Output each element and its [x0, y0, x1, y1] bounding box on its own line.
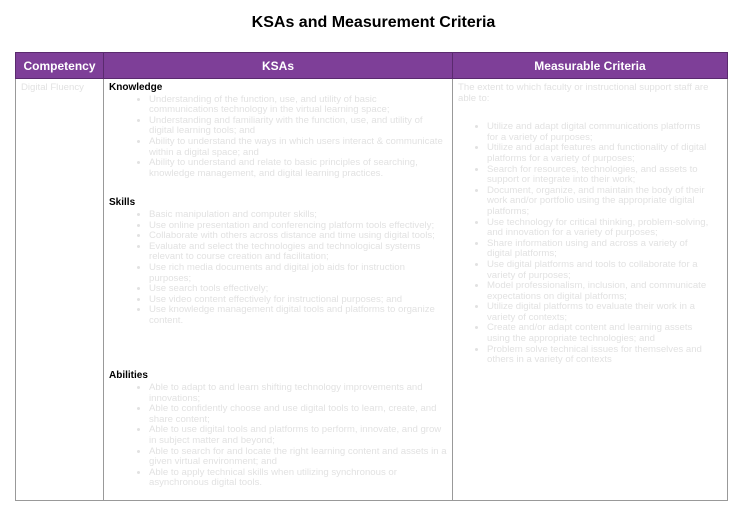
list-item: • Able to adapt to and learn shifting technology improvements and innovations;	[149, 383, 447, 404]
list-item: • Utilize digital platforms to evaluate their work in a variety of contexts;	[487, 302, 710, 323]
list-item: • Understanding of the function, use, and utility of basic communications technology in the virtual learning space;	[149, 95, 447, 116]
list-item: • Basic manipulation and computer skills;	[149, 210, 447, 221]
competency-cell: Digital Fluency	[16, 79, 104, 501]
list-item: • Ability to understand the ways in which users interact & communicate within a digital space; and	[149, 137, 447, 158]
list-item: • Utilize and adapt features and functionality of digital platforms for a variety of purposes;	[487, 143, 710, 164]
list-item: • Search for resources, technologies, and assets to support or integrate into their work;	[487, 165, 710, 186]
list-item: • Able to apply technical skills when utilizing synchronous or asynchronous digital tools.	[149, 468, 447, 489]
header-criteria: Measurable Criteria	[453, 53, 728, 79]
list-item: • Utilize and adapt digital communications platforms for a variety of purposes;	[487, 122, 710, 143]
list-item: • Understanding and familiarity with the function, use, and utility of digital learning tools; and	[149, 116, 447, 137]
ksa-table	[15, 52, 728, 501]
table-row	[16, 79, 728, 501]
criteria-cell	[453, 79, 728, 501]
list-item: • Ability to understand and relate to basic principles of searching, knowledge management, and digital learning practices.	[149, 158, 447, 179]
list-item: • Collaborate with others across distance and time using digital tools;	[149, 231, 447, 242]
list-item: • Problem solve technical issues for themselves and others in a variety of contexts	[487, 345, 710, 366]
knowledge-list	[109, 95, 447, 180]
list-item: • Able to use digital tools and platforms to perform, innovate, and grow in subject matter and beyond;	[149, 425, 447, 446]
page-title: KSAs and Measurement Criteria	[251, 14, 496, 31]
list-item: • Able to confidently choose and use digital tools to learn, create, and share content;	[149, 404, 447, 425]
header-competency: Competency	[16, 53, 104, 79]
list-item: • Document, organize, and maintain the body of their work and/or portfolio using the appropriate digital platforms;	[487, 186, 710, 218]
knowledge-heading: Knowledge	[109, 82, 163, 93]
skills-heading: Skills	[109, 197, 136, 209]
list-item: • Use technology for critical thinking, problem-solving, and innovation for a variety of purposes;	[487, 218, 710, 239]
list-item: • Use knowledge management digital tools and platforms to organize content.	[149, 305, 447, 326]
list-item: • Share information using and across a variety of digital platforms;	[487, 239, 710, 260]
list-item: • Use online presentation and conferencing platform tools effectively;	[149, 221, 447, 232]
list-item: • Use rich media documents and digital job aids for instruction purposes;	[149, 263, 447, 284]
abilities-list	[109, 383, 447, 489]
list-item: • Use digital platforms and tools to collaborate for a variety of purposes;	[487, 260, 710, 281]
list-item: • Create and/or adapt content and learning assets using the appropriate technologies; and	[487, 323, 710, 344]
skills-list	[109, 210, 447, 327]
list-item: • Able to search for and locate the right learning content and assets in a given virtual environment; and	[149, 447, 447, 468]
criteria-list	[458, 122, 722, 366]
table-header-row	[16, 53, 728, 79]
list-item: • Use video content effectively for instructional purposes; and	[149, 295, 447, 306]
criteria-intro: The extent to which faculty or instructional support staff are able to:	[458, 82, 709, 104]
list-item: • Evaluate and select the technologies and technological systems relevant to course creation and facilitation;	[149, 242, 447, 263]
list-item: • Model professionalism, inclusion, and communicate expectations on digital platforms;	[487, 281, 710, 302]
abilities-heading: Abilities	[109, 370, 148, 382]
ksas-cell	[104, 79, 453, 501]
list-item: • Use search tools effectively;	[149, 284, 447, 295]
header-ksas: KSAs	[104, 53, 453, 79]
